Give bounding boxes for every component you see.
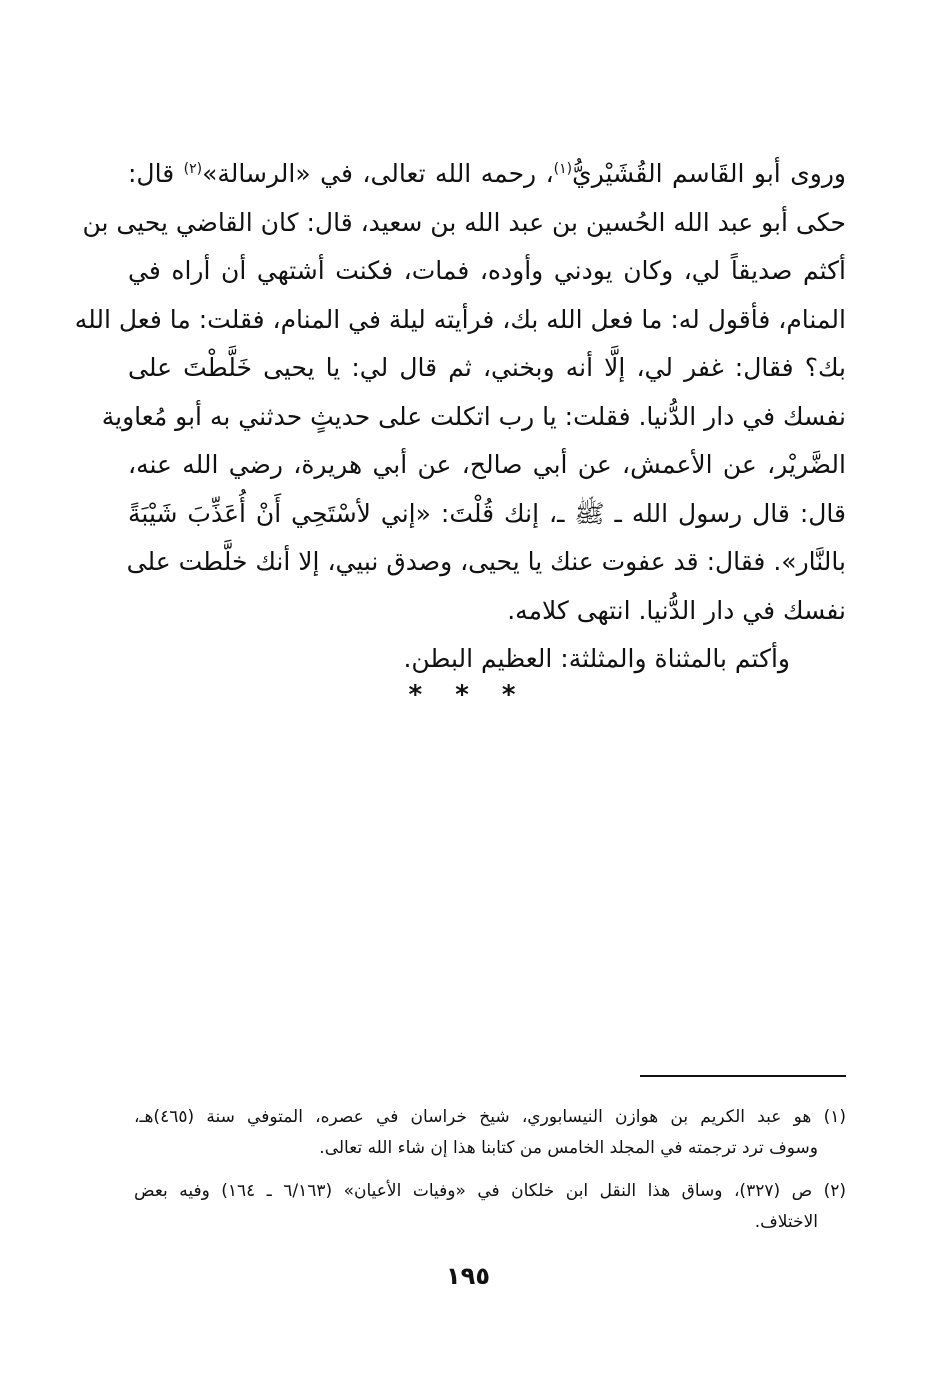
text-line-2: حكى أبو عبد الله الحُسين بن عبد الله بن سعيد، قال: كان القاضي يحيى بن <box>82 207 846 237</box>
text-line-1-middle: ، رحمه الله تعالى، في «الرسالة» <box>202 159 554 188</box>
footnote-1-line-1: (١) هو عبد الكريم بن هوازن النيسابوري، شيخ خراسان في عصره، المتوفي سنة (٤٦٥)هـ، <box>134 1107 846 1127</box>
text-line-8: قال: قال رسول الله ـ ﷺ ـ، إنك قُلْتَ: «إني لأسْتَحِي أَنْ أُعَذِّبَ شَيْبَةً <box>128 498 846 528</box>
footnotes-block <box>134 1102 846 1238</box>
text-line-1-end: قال: <box>128 159 184 188</box>
footnote-2-line-2: الاختلاف. <box>754 1212 818 1232</box>
footnote-separator <box>640 1075 846 1077</box>
footnote-2-line-1: (٢) ص (٣٢٧)، وساق هذا النقل ابن خلكان في «وفيات الأعيان» (٦/١٦٣ ـ ١٦٤) وفيه بعض <box>134 1181 847 1201</box>
text-line-1-start: وروى أبو القَاسم القُشَيْريُّ <box>572 159 846 188</box>
text-line-9: بالنَّار». فقال: قد عفوت عنك يا يحيى، وصدق نبيي، إلا أنك خلَّطت على <box>126 547 846 576</box>
text-line-5: بك؟ فقال: غفر لي، إلَّا أنه وبخني، ثم قال لي: يا يحيى خَلَّطْتَ على <box>128 353 846 382</box>
text-line-11: وأكتم بالمثناة والمثلثة: العظيم البطن. <box>403 644 790 673</box>
text-line-4: المنام، فأقول له: ما فعل الله بك، فرأيته ليلة في المنام، فقلت: ما فعل الله <box>74 304 846 334</box>
page-number: ١٩٥ <box>446 1262 490 1290</box>
section-divider: * * * <box>408 680 528 710</box>
text-line-3: أكثم صديقاً لي، وكان يودني وأوده، فمات، فكنت أشتهي أن أراه في <box>128 256 846 285</box>
footnote-ref-2: (٢) <box>183 161 203 177</box>
footnote-ref-1: (١) <box>553 161 573 177</box>
main-text-block <box>74 150 846 684</box>
footnote-1-line-2: وسوف ترد ترجمته في المجلد الخامس من كتابنا هذا إن شاء الله تعالى. <box>319 1138 818 1158</box>
text-line-10: نفسك في دار الدُّنيا. انتهى كلامه. <box>507 595 846 625</box>
text-line-6: نفسك في دار الدُّنيا. فقلت: يا رب اتكلت على حديثٍ حدثني به أبو مُعاوية <box>101 401 846 431</box>
text-line-1 <box>128 150 846 199</box>
text-line-7: الضَّريْر، عن الأعمش، عن أبي صالح، عن أبي هريرة، رضي الله عنه، <box>128 450 846 479</box>
